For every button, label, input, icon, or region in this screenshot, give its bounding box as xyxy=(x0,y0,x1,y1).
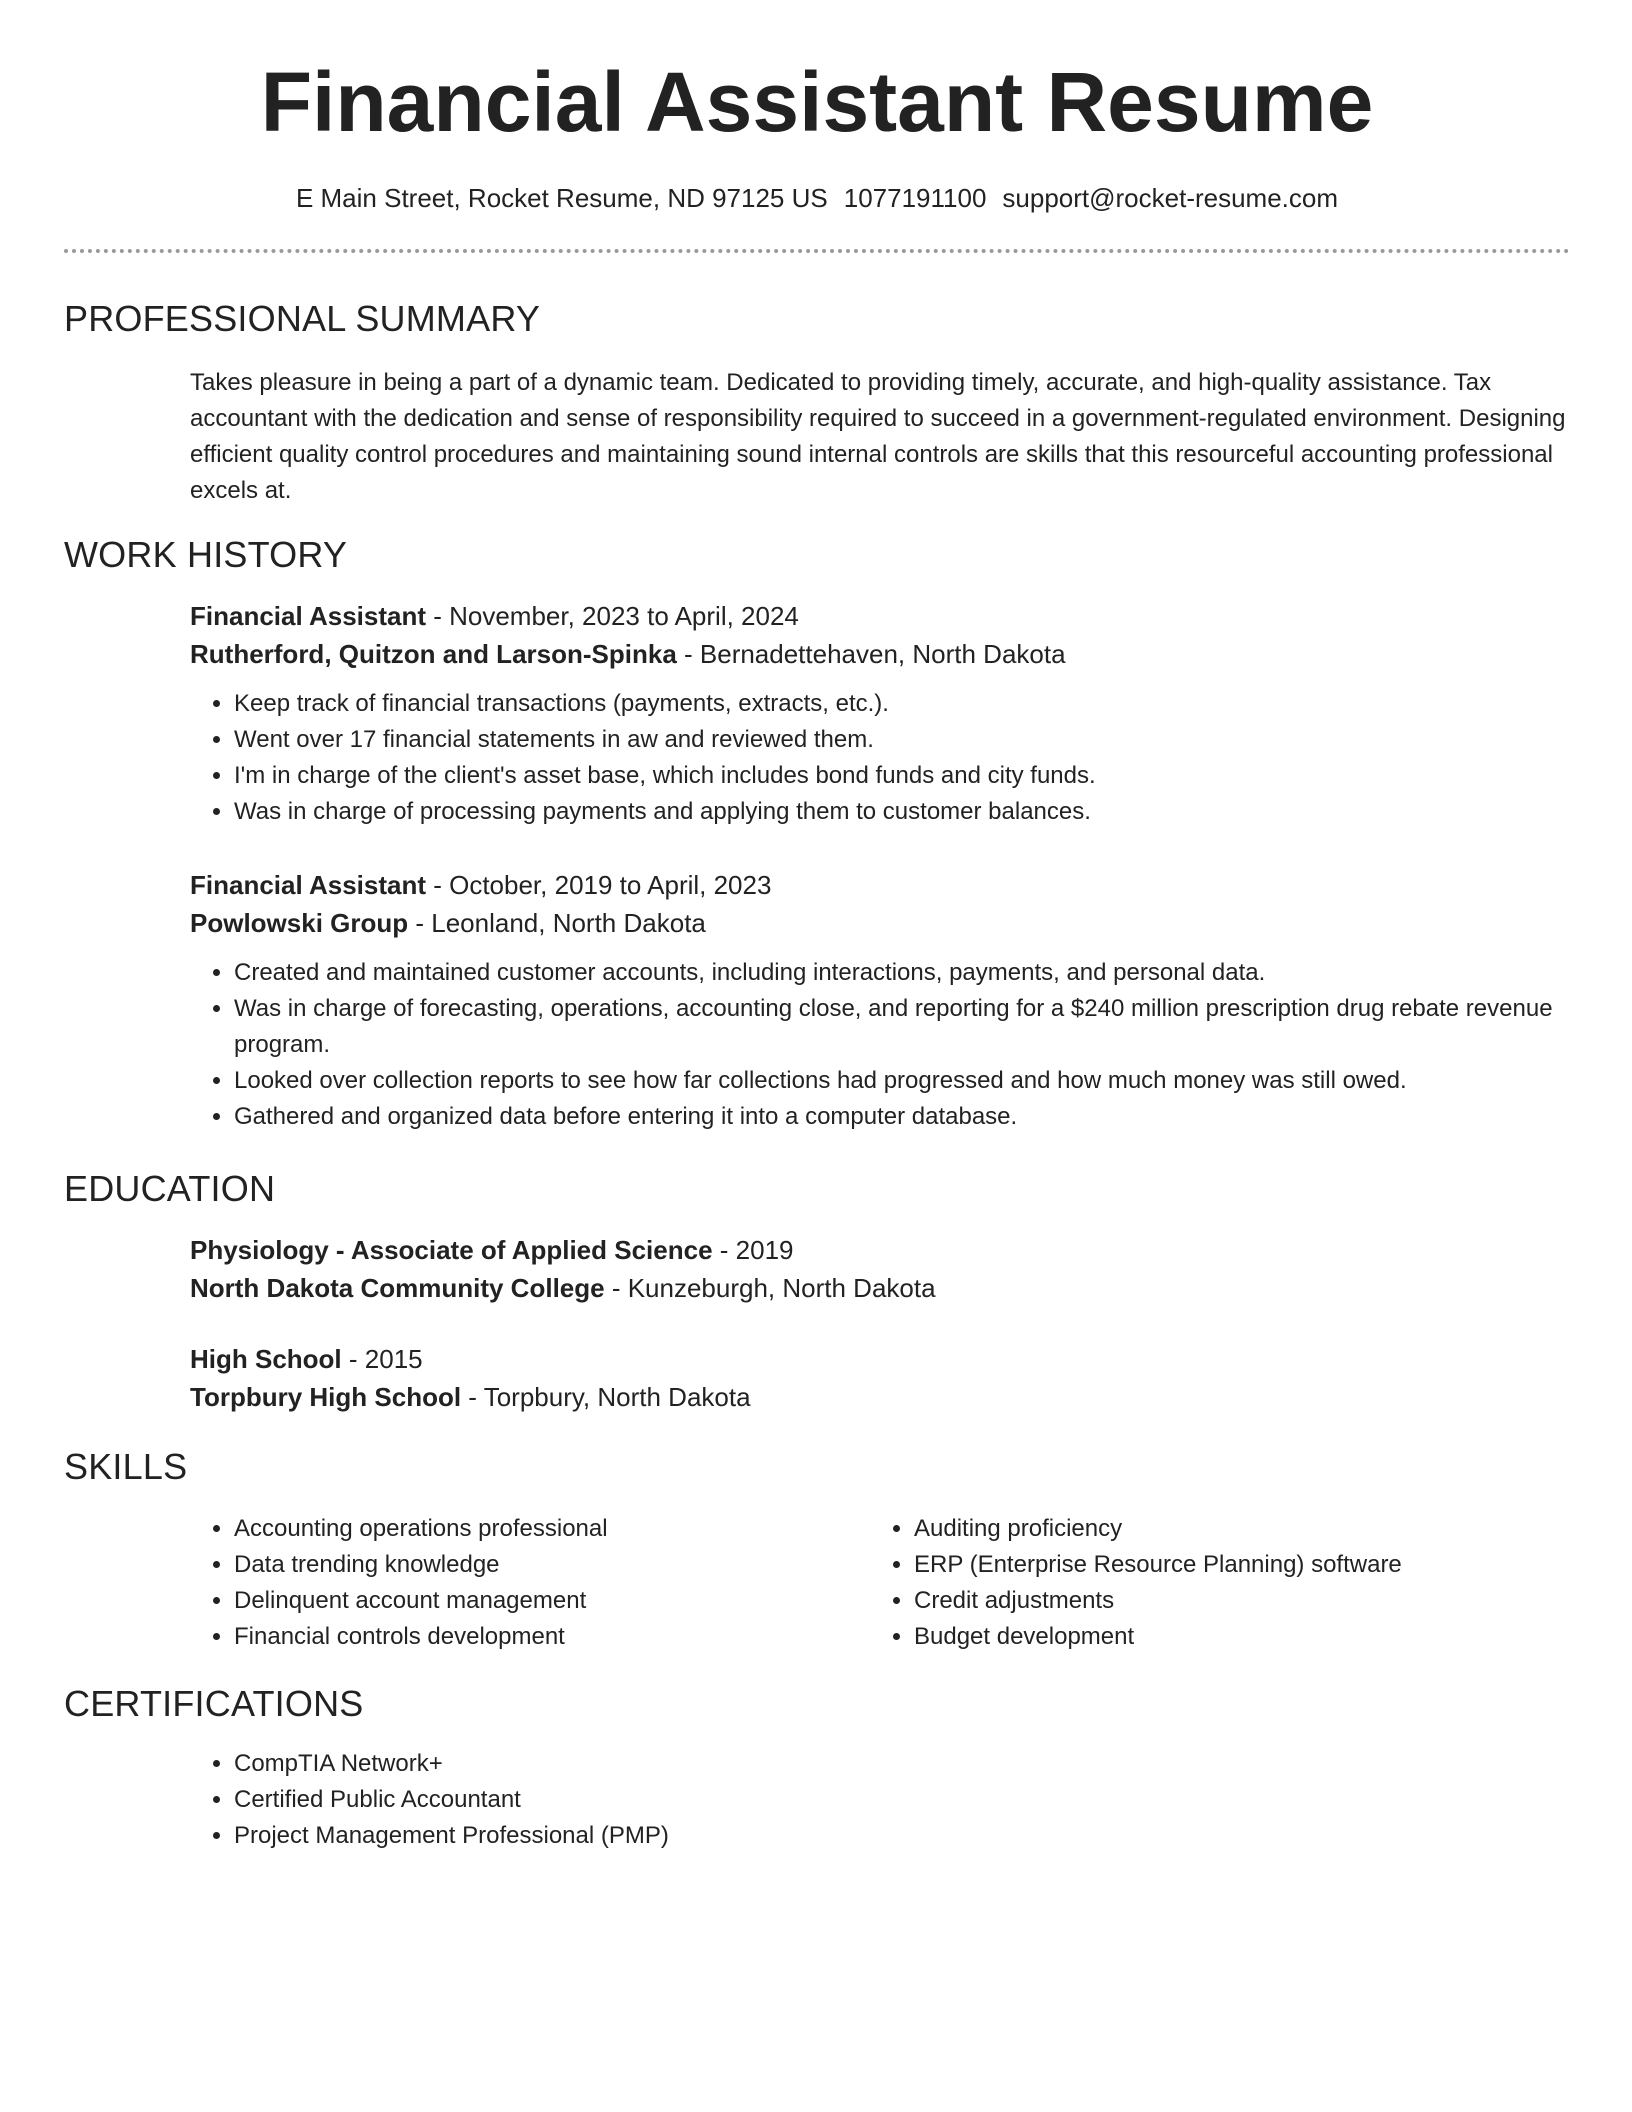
education-degree: High School xyxy=(190,1344,342,1374)
list-item: • Went over 17 financial statements in aw and reviewed them. xyxy=(234,722,1570,758)
skills-column-left xyxy=(190,1511,870,1655)
list-item: • Data trending knowledge xyxy=(234,1547,870,1583)
list-item: • Auditing proficiency xyxy=(914,1511,1550,1547)
job-company-line xyxy=(190,904,1570,942)
job-role: Financial Assistant xyxy=(190,601,426,631)
education-year: - 2015 xyxy=(341,1344,423,1374)
list-item: • Budget development xyxy=(914,1619,1550,1655)
contact-line xyxy=(64,178,1570,218)
list-item: • Accounting operations professional xyxy=(234,1511,870,1547)
list-item: • Project Management Professional (PMP) xyxy=(234,1818,1570,1854)
education-degree-line xyxy=(190,1340,1570,1378)
list-item: • ERP (Enterprise Resource Planning) software xyxy=(914,1547,1550,1583)
certifications-block xyxy=(190,1746,1570,1854)
list-item: • I'm in charge of the client's asset base, which includes bond funds and city funds. xyxy=(234,758,1570,794)
job-duties-list xyxy=(190,955,1570,1135)
education-school: North Dakota Community College xyxy=(190,1273,605,1303)
list-item: • Credit adjustments xyxy=(914,1583,1550,1619)
job-company-line xyxy=(190,635,1570,673)
education-degree-line xyxy=(190,1231,1570,1269)
education-heading: EDUCATION xyxy=(64,1168,276,1209)
list-item: • CompTIA Network+ xyxy=(234,1746,1570,1782)
education-year: - 2019 xyxy=(712,1235,794,1265)
skills-list xyxy=(190,1511,870,1655)
job-company: Rutherford, Quitzon and Larson-Spinka xyxy=(190,639,677,669)
education-school: Torpbury High School xyxy=(190,1382,462,1412)
list-item: • Created and maintained customer accounts, including interactions, payments, and personal data. xyxy=(234,955,1570,991)
summary-heading: PROFESSIONAL SUMMARY xyxy=(64,298,541,339)
resume-title: Financial Assistant Resume xyxy=(260,55,1374,149)
skills-heading: SKILLS xyxy=(64,1446,188,1487)
job-entry xyxy=(190,866,1570,1135)
job-role: Financial Assistant xyxy=(190,870,426,900)
job-title-line xyxy=(190,866,1570,904)
certifications-list xyxy=(190,1746,1570,1854)
job-location: - Leonland, North Dakota xyxy=(408,908,706,938)
job-location: - Bernadettehaven, North Dakota xyxy=(676,639,1066,669)
job-entry xyxy=(190,597,1570,830)
education-school-line xyxy=(190,1378,1570,1416)
skills-grid xyxy=(190,1511,1570,1655)
education-entry xyxy=(190,1340,1570,1416)
education-school-line xyxy=(190,1269,1570,1307)
list-item: • Gathered and organized data before entering it into a computer database. xyxy=(234,1099,1570,1135)
contact-email: support@rocket-resume.com xyxy=(1002,183,1339,213)
job-dates: - November, 2023 to April, 2024 xyxy=(426,601,799,631)
header-divider xyxy=(64,249,1570,253)
list-item: • Looked over collection reports to see how far collections had progressed and how much money was still owed. xyxy=(234,1063,1570,1099)
contact-phone: 1077191100 xyxy=(843,183,987,213)
list-item: • Certified Public Accountant xyxy=(234,1782,1570,1818)
education-location: - Torpbury, North Dakota xyxy=(461,1382,751,1412)
job-title-line xyxy=(190,597,1570,635)
job-duties-list xyxy=(190,686,1570,830)
work-history-heading: WORK HISTORY xyxy=(64,534,348,575)
list-item: • Financial controls development xyxy=(234,1619,870,1655)
certifications-heading: CERTIFICATIONS xyxy=(64,1683,364,1724)
skills-column-right xyxy=(870,1511,1550,1655)
job-company: Powlowski Group xyxy=(190,908,409,938)
contact-address: E Main Street, Rocket Resume, ND 97125 US xyxy=(295,183,828,213)
job-dates: - October, 2019 to April, 2023 xyxy=(426,870,772,900)
education-entry xyxy=(190,1231,1570,1307)
education-degree: Physiology - Associate of Applied Science xyxy=(190,1235,713,1265)
skills-list xyxy=(870,1511,1550,1655)
list-item: • Keep track of financial transactions (payments, extracts, etc.). xyxy=(234,686,1570,722)
list-item: • Was in charge of forecasting, operations, accounting close, and reporting for a $240 million prescription drug rebate revenue program. xyxy=(234,991,1570,1063)
list-item: • Delinquent account management xyxy=(234,1583,870,1619)
education-location: - Kunzeburgh, North Dakota xyxy=(604,1273,936,1303)
list-item: • Was in charge of processing payments and applying them to customer balances. xyxy=(234,794,1570,830)
summary-text: Takes pleasure in being a part of a dynamic team. Dedicated to providing timely, accurate, and high-quality assistance. Tax accountant with the dedication and sense of responsibility required to succeed in a government-regulated environment. Designing efficient quality control procedures and maintaining sound internal controls are skills that this resourceful accounting professional excels at. xyxy=(190,369,1566,504)
